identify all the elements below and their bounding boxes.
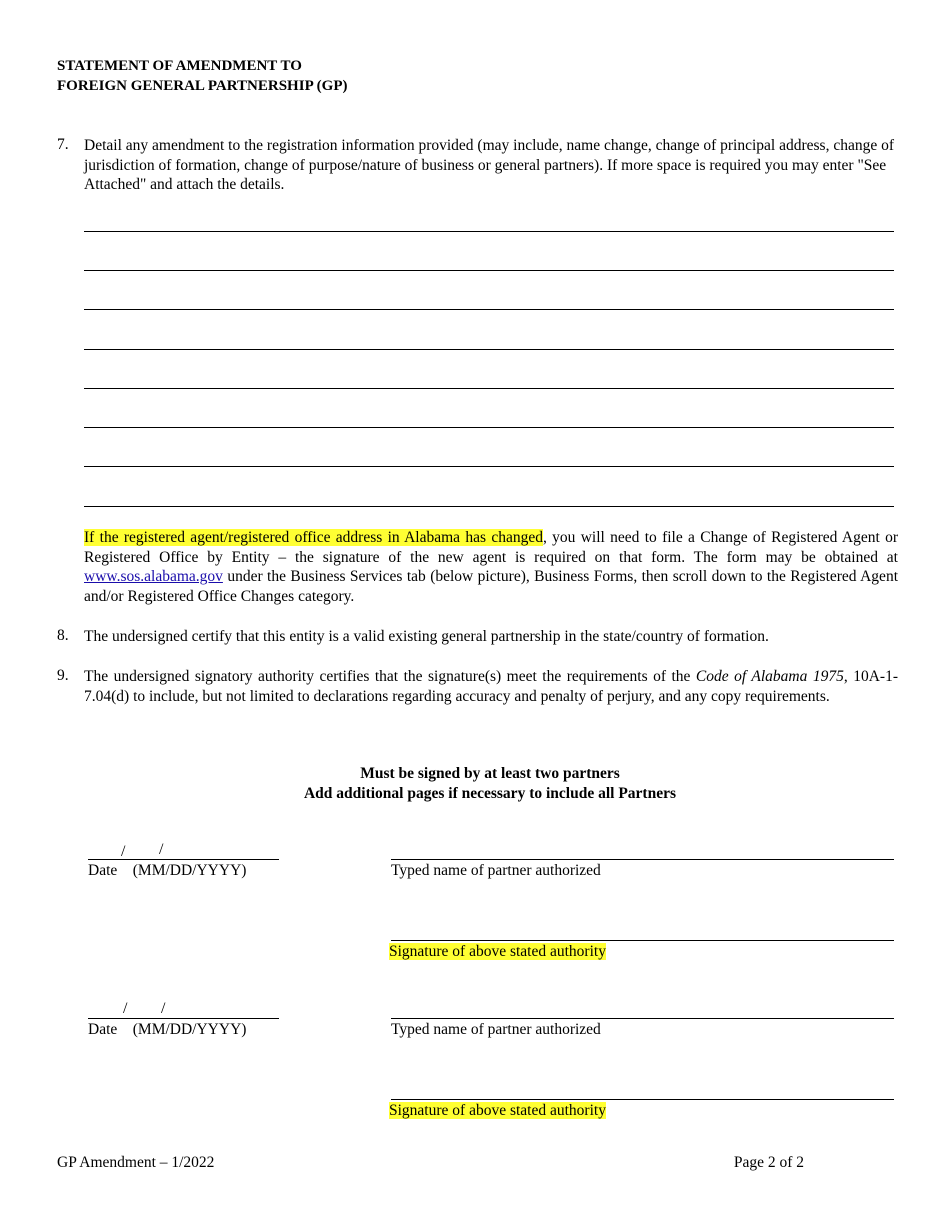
amendment-line-4[interactable] [84, 349, 894, 350]
typed-name-field-2[interactable] [391, 1018, 894, 1019]
document-title [57, 56, 347, 96]
amendment-line-8[interactable] [84, 506, 894, 507]
item-9-text-1: The undersigned signatory authority certifies that the signature(s) meet the requirements of the [84, 668, 696, 685]
footer-form-id: GP Amendment – 1/2022 [57, 1154, 215, 1171]
registered-agent-notice [84, 528, 898, 606]
item-9-text-2: , 10A-1-7.04(d) to include, but not limited to declarations regarding accuracy and penalty of perjury, and any copy requirements. [84, 668, 898, 705]
signature-label-text: Signature of above stated authority [389, 943, 606, 960]
amendment-line-3[interactable] [84, 309, 894, 310]
signature-label-2 [389, 1101, 606, 1120]
amendment-line-5[interactable] [84, 388, 894, 389]
title-line-1: STATEMENT OF AMENDMENT TO [57, 58, 302, 74]
amendment-line-7[interactable] [84, 466, 894, 467]
date-slash-2a: / [123, 1000, 128, 1017]
item-8-text: The undersigned certify that this entity is a valid existing general partnership in the state/country of formation. [84, 628, 769, 645]
footer-page-number: Page 2 of 2 [733, 1154, 804, 1171]
date-slash-1a: / [121, 843, 126, 860]
sos-website-link[interactable]: www.sos.alabama.gov [84, 568, 223, 585]
item-9-number: 9. [57, 667, 69, 684]
code-of-alabama-citation: Code of Alabama 1975 [695, 668, 844, 685]
item-7-text: Detail any amendment to the registration information provided (may include, name change, change of principal address, change of jurisdiction of formation, change of purpose/nature of business or general partners). If more space is required you may enter "See Attached" and attach the details. [84, 137, 895, 193]
typed-name-label-1: Typed name of partner authorized [391, 862, 601, 879]
date-field-1[interactable] [88, 859, 279, 860]
signing-instruction-1: Must be signed by at least two partners [360, 765, 620, 782]
notice-text-2: under the Business Services tab (below picture), Business Forms, then scroll down to the Registered Agent and/or Registered Office Changes category. [84, 568, 898, 605]
item-7-number: 7. [57, 136, 69, 153]
date-label-1 [88, 861, 246, 880]
amendment-line-1[interactable] [84, 231, 894, 232]
date-slash-2b: / [161, 1000, 166, 1017]
signature-label-text: Signature of above stated authority [389, 1102, 606, 1119]
signature-label-1 [389, 942, 606, 961]
item-8-number: 8. [57, 627, 69, 644]
signing-instructions [0, 764, 950, 804]
date-format-text: (MM/DD/YYYY) [132, 1021, 247, 1038]
date-format-text: (MM/DD/YYYY) [132, 862, 247, 879]
item-9-text [84, 667, 898, 706]
signing-instruction-2: Add additional pages if necessary to include all Partners [303, 785, 676, 802]
signature-field-1[interactable] [391, 940, 894, 941]
typed-name-label-2: Typed name of partner authorized [391, 1021, 601, 1038]
notice-text-1: , you will need to file a Change of Registered Agent or Registered Office by Entity – the signature of the new agent is required on that form. The form may be obtained at [84, 529, 898, 566]
amendment-line-2[interactable] [84, 270, 894, 271]
date-field-2[interactable] [88, 1018, 279, 1019]
signature-field-2[interactable] [391, 1099, 894, 1100]
date-label-text: Date [88, 1021, 118, 1038]
date-label-2 [88, 1020, 246, 1039]
notice-highlight: If the registered agent/registered office address in Alabama has changed [84, 529, 543, 546]
date-label-text: Date [88, 862, 118, 879]
title-line-2: FOREIGN GENERAL PARTNERSHIP (GP) [57, 78, 348, 94]
date-slash-1b: / [159, 841, 164, 858]
amendment-line-6[interactable] [84, 427, 894, 428]
typed-name-field-1[interactable] [391, 859, 894, 860]
